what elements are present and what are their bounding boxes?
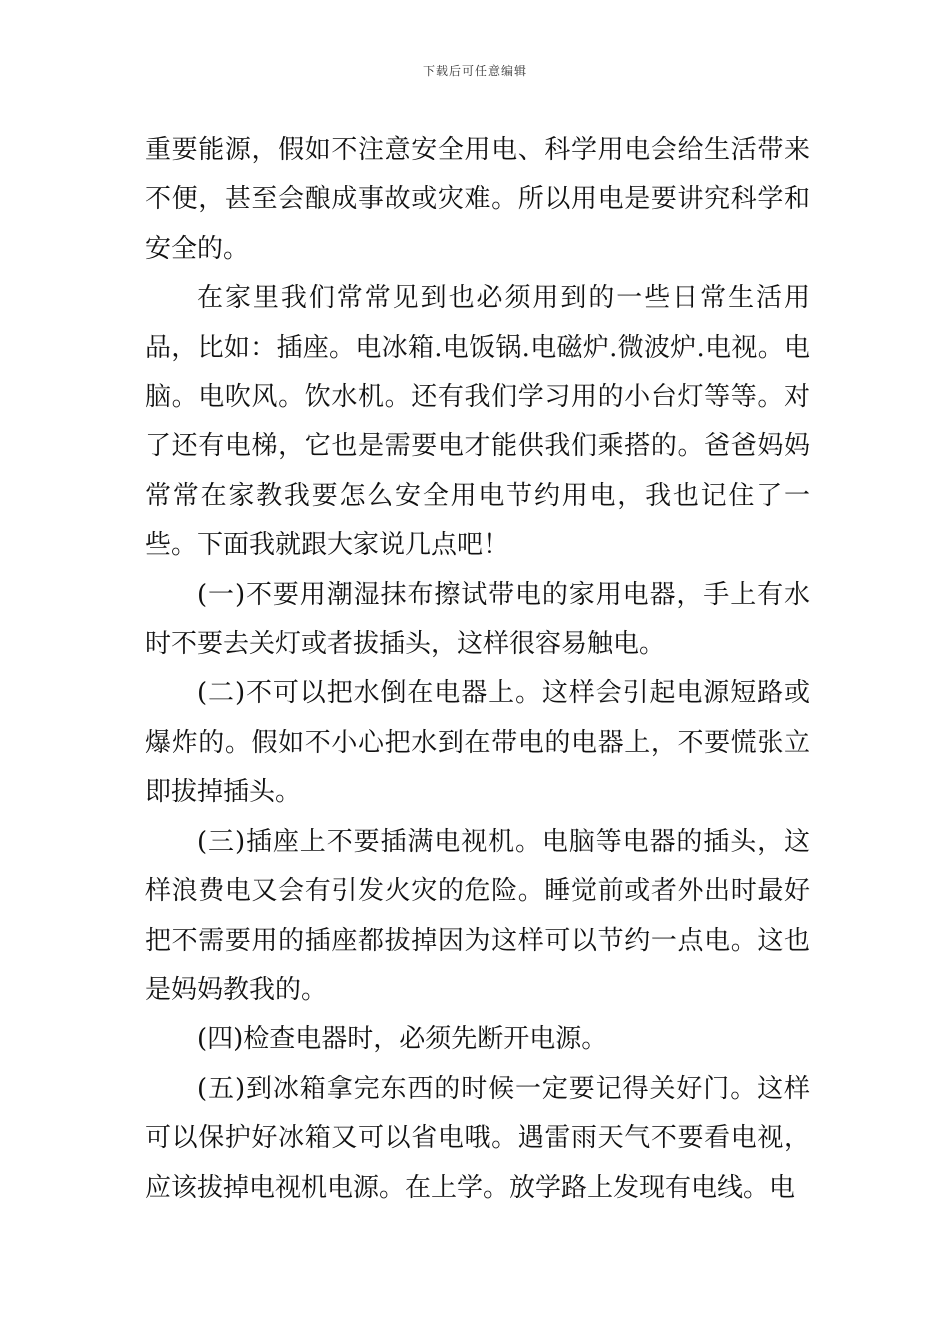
- paragraph: 在家里我们常常见到也必须用到的一些日常生活用品，比如：插座。电冰箱.电饭锅.电磁炉.微波炉.电视。电脑。电吹风。饮水机。还有我们学习用的小台灯等等。对了还有电梯，它也是需要电才能供我们乘搭的。爸爸妈妈常常在家教我要怎么安全用电节约用电，我也记住了一些。下面我就跟大家说几点吧！: [145, 283, 810, 561]
- document-body: [145, 126, 810, 1213]
- paragraph: (三)插座上不要插满电视机。电脑等电器的插头，这样浪费电又会有引发火灾的危险。睡觉前或者外出时最好把不需要用的插座都拔掉因为这样可以节约一点电。这也是妈妈教我的。: [145, 826, 810, 1005]
- paragraph: (一)不要用潮湿抹布擦试带电的家用电器，手上有水时不要去关灯或者拔插头，这样很容易触电。: [145, 579, 810, 660]
- paragraph: (五)到冰箱拿完东西的时候一定要记得关好门。这样可以保护好冰箱又可以省电哦。遇雷雨天气不要看电视，应该拔掉电视机电源。在上学。放学路上发现有电线。电: [145, 1073, 810, 1203]
- paragraph: 重要能源，假如不注意安全用电、科学用电会给生活带来不便，甚至会酿成事故或灾难。所以用电是要讲究科学和安全的。: [145, 135, 810, 264]
- paragraph: (二)不可以把水倒在电器上。这样会引起电源短路或爆炸的。假如不小心把水到在带电的电器上，不要慌张立即拔掉插头。: [145, 678, 810, 808]
- paragraph: (四)检查电器时，必须先断开电源。: [197, 1024, 608, 1055]
- page-header: 下载后可任意编辑: [422, 64, 527, 78]
